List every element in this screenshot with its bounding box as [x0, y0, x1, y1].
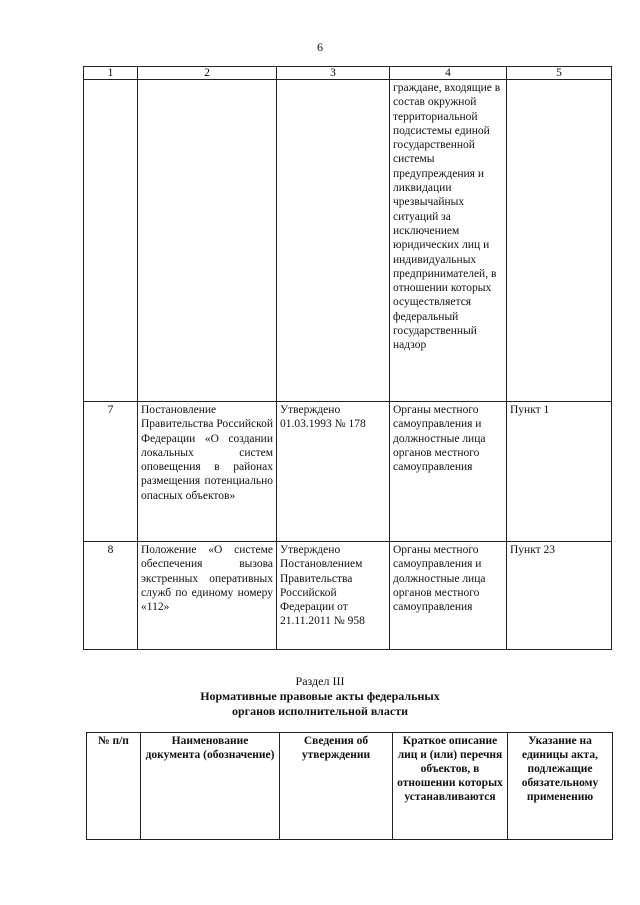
- cell-document-name: Положение «О системе обеспечения вызова экстренных оперативных служб по единому номеру «112»: [138, 542, 277, 650]
- cell-clause: Пункт 23: [507, 542, 612, 650]
- cell-empty: [84, 80, 138, 402]
- header-subjects: Краткое описание лиц и (или) перечня объектов, в отношении которых устанавливаются: [393, 733, 508, 840]
- section-heading: [0, 674, 640, 719]
- header-number: № п/п: [87, 733, 141, 840]
- header-approval: Сведения об утверждении: [280, 733, 393, 840]
- cell-empty: [138, 80, 277, 402]
- column-number: 5: [507, 67, 612, 80]
- column-number: 1: [84, 67, 138, 80]
- cell-clause: Пункт 1: [507, 402, 612, 542]
- cell-subjects: граждане, входящие в состав окружной территориальной подсистемы единой государственной системы предупреждения и ликвидации чрезвычайных ситуаций за исключением юридических лиц и индивидуальных предпринимателей, в отношении которых осуществляется федеральный государственный надзор: [390, 80, 507, 402]
- table-row: [84, 402, 612, 542]
- column-number: 2: [138, 67, 277, 80]
- table-row: [84, 542, 612, 650]
- cell-number: 7: [84, 402, 138, 542]
- section-title-line2: органов исполнительной власти: [231, 704, 409, 718]
- cell-number: 8: [84, 542, 138, 650]
- table-header-row: [87, 733, 613, 840]
- column-number: 4: [390, 67, 507, 80]
- cell-subjects: Органы местного самоуправления и должностные лица органов местного самоуправления: [390, 402, 507, 542]
- section-label: Раздел III: [295, 674, 345, 688]
- header-document-name: Наименование документа (обозначение): [141, 733, 280, 840]
- section-title-line1: Нормативные правовые акты федеральных: [200, 689, 440, 703]
- cell-approval: Утверждено Постановлением Правительства Российской Федерации от 21.11.2011 № 958: [277, 542, 390, 650]
- cell-empty: [277, 80, 390, 402]
- column-number: 3: [277, 67, 390, 80]
- acts-table-continued: [83, 66, 612, 650]
- cell-document-name: Постановление Правительства Российской Федерации «О создании локальных систем оповещения в районах размещения потенциально опасных объектов»: [138, 402, 277, 542]
- cell-subjects: Органы местного самоуправления и должностные лица органов местного самоуправления: [390, 542, 507, 650]
- federal-acts-table: [86, 732, 613, 840]
- cell-approval: Утверждено 01.03.1993 № 178: [277, 402, 390, 542]
- cell-empty: [507, 80, 612, 402]
- column-numbers-row: [84, 67, 612, 80]
- table-row-continuation: [84, 80, 612, 402]
- page-number: 6: [317, 40, 323, 54]
- header-clauses: Указание на единицы акта, подлежащие обязательному применению: [508, 733, 613, 840]
